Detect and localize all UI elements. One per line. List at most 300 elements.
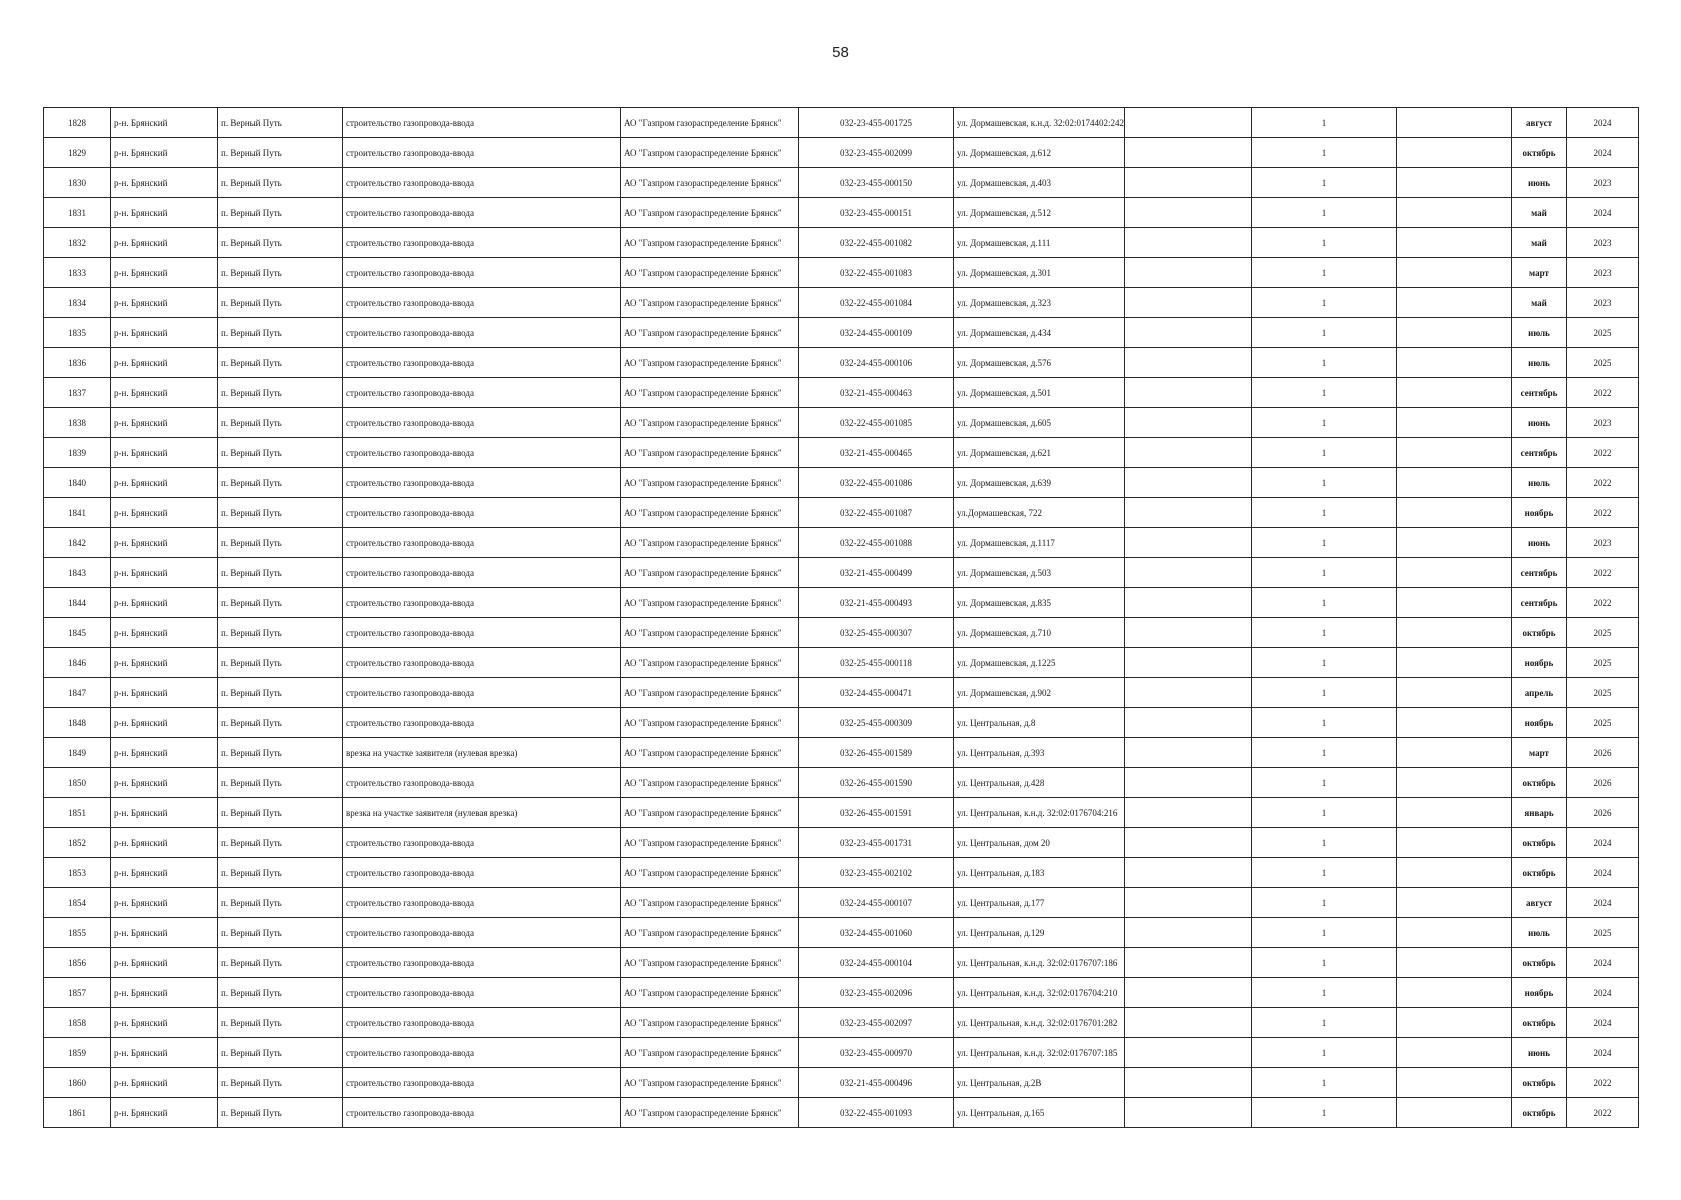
organization-cell: АО "Газпром газораспределение Брянск"	[621, 678, 799, 708]
address-cell: ул. Дормашевская, д.621	[954, 438, 1125, 468]
organization-cell: АО "Газпром газораспределение Брянск"	[621, 738, 799, 768]
district-cell: р-н. Брянский	[111, 498, 218, 528]
application-code-cell: 032-24-455-000106	[799, 348, 954, 378]
organization-cell: АО "Газпром газораспределение Брянск"	[621, 798, 799, 828]
count-cell: 1	[1252, 888, 1397, 918]
district-cell: р-н. Брянский	[111, 228, 218, 258]
organization-cell: АО "Газпром газораспределение Брянск"	[621, 168, 799, 198]
address-cell: ул. Дормашевская, д.639	[954, 468, 1125, 498]
work-type-cell: строительство газопровода-ввода	[343, 978, 621, 1008]
count-cell: 1	[1252, 138, 1397, 168]
month-cell: март	[1512, 738, 1567, 768]
row-number: 1853	[44, 858, 111, 888]
district-cell: р-н. Брянский	[111, 1098, 218, 1128]
year-cell: 2026	[1567, 798, 1639, 828]
table-row	[44, 138, 1639, 168]
count-cell: 1	[1252, 948, 1397, 978]
row-number: 1830	[44, 168, 111, 198]
application-code-cell: 032-23-455-002097	[799, 1008, 954, 1038]
district-cell: р-н. Брянский	[111, 528, 218, 558]
month-cell: октябрь	[1512, 858, 1567, 888]
address-cell: ул. Центральная, д.129	[954, 918, 1125, 948]
application-code-cell: 032-24-455-001060	[799, 918, 954, 948]
settlement-cell: п. Верный Путь	[218, 618, 343, 648]
month-cell: июль	[1512, 468, 1567, 498]
empty-cell	[1125, 918, 1252, 948]
month-cell: март	[1512, 258, 1567, 288]
settlement-cell: п. Верный Путь	[218, 108, 343, 138]
district-cell: р-н. Брянский	[111, 168, 218, 198]
count-cell: 1	[1252, 288, 1397, 318]
settlement-cell: п. Верный Путь	[218, 438, 343, 468]
page-number: 58	[832, 44, 849, 61]
empty-cell	[1125, 378, 1252, 408]
settlement-cell: п. Верный Путь	[218, 408, 343, 438]
organization-cell: АО "Газпром газораспределение Брянск"	[621, 1068, 799, 1098]
table-row	[44, 798, 1639, 828]
address-cell: ул. Дормашевская, к.н.д. 32:02:0174402:242	[954, 108, 1125, 138]
organization-cell: АО "Газпром газораспределение Брянск"	[621, 318, 799, 348]
district-cell: р-н. Брянский	[111, 438, 218, 468]
settlement-cell: п. Верный Путь	[218, 1098, 343, 1128]
empty-cell	[1397, 978, 1512, 1008]
year-cell: 2023	[1567, 408, 1639, 438]
table-row	[44, 408, 1639, 438]
organization-cell: АО "Газпром газораспределение Брянск"	[621, 498, 799, 528]
year-cell: 2025	[1567, 678, 1639, 708]
work-type-cell: строительство газопровода-ввода	[343, 468, 621, 498]
district-cell: р-н. Брянский	[111, 1038, 218, 1068]
count-cell: 1	[1252, 768, 1397, 798]
empty-cell	[1125, 618, 1252, 648]
table-row	[44, 738, 1639, 768]
organization-cell: АО "Газпром газораспределение Брянск"	[621, 108, 799, 138]
empty-cell	[1125, 168, 1252, 198]
organization-cell: АО "Газпром газораспределение Брянск"	[621, 228, 799, 258]
month-cell: сентябрь	[1512, 438, 1567, 468]
year-cell: 2024	[1567, 198, 1639, 228]
row-number: 1842	[44, 528, 111, 558]
address-cell: ул. Дормашевская, д.612	[954, 138, 1125, 168]
work-type-cell: врезка на участке заявителя (нулевая врезка)	[343, 798, 621, 828]
count-cell: 1	[1252, 918, 1397, 948]
count-cell: 1	[1252, 708, 1397, 738]
settlement-cell: п. Верный Путь	[218, 798, 343, 828]
address-cell: ул. Центральная, д.393	[954, 738, 1125, 768]
empty-cell	[1125, 858, 1252, 888]
empty-cell	[1397, 348, 1512, 378]
district-cell: р-н. Брянский	[111, 918, 218, 948]
address-cell: ул. Дормашевская, д.501	[954, 378, 1125, 408]
address-cell: ул. Центральная, д.177	[954, 888, 1125, 918]
address-cell: ул. Центральная, д.2В	[954, 1068, 1125, 1098]
empty-cell	[1125, 798, 1252, 828]
count-cell: 1	[1252, 978, 1397, 1008]
row-number: 1855	[44, 918, 111, 948]
address-cell: ул.Дормашевская, 722	[954, 498, 1125, 528]
empty-cell	[1397, 768, 1512, 798]
work-type-cell: строительство газопровода-ввода	[343, 708, 621, 738]
address-cell: ул. Дормашевская, д.512	[954, 198, 1125, 228]
address-cell: ул. Центральная, д.428	[954, 768, 1125, 798]
application-code-cell: 032-24-455-000109	[799, 318, 954, 348]
district-cell: р-н. Брянский	[111, 378, 218, 408]
empty-cell	[1397, 678, 1512, 708]
work-type-cell: строительство газопровода-ввода	[343, 648, 621, 678]
empty-cell	[1125, 558, 1252, 588]
address-cell: ул. Дормашевская, д.710	[954, 618, 1125, 648]
row-number: 1835	[44, 318, 111, 348]
table-row	[44, 1068, 1639, 1098]
settlement-cell: п. Верный Путь	[218, 468, 343, 498]
settlement-cell: п. Верный Путь	[218, 978, 343, 1008]
row-number: 1843	[44, 558, 111, 588]
month-cell: август	[1512, 888, 1567, 918]
empty-cell	[1397, 948, 1512, 978]
settlement-cell: п. Верный Путь	[218, 828, 343, 858]
year-cell: 2023	[1567, 258, 1639, 288]
empty-cell	[1125, 1038, 1252, 1068]
district-cell: р-н. Брянский	[111, 798, 218, 828]
settlement-cell: п. Верный Путь	[218, 228, 343, 258]
application-code-cell: 032-23-455-002102	[799, 858, 954, 888]
table-row	[44, 108, 1639, 138]
empty-cell	[1397, 558, 1512, 588]
table-row	[44, 528, 1639, 558]
month-cell: июнь	[1512, 408, 1567, 438]
empty-cell	[1125, 738, 1252, 768]
row-number: 1856	[44, 948, 111, 978]
work-type-cell: строительство газопровода-ввода	[343, 438, 621, 468]
empty-cell	[1397, 318, 1512, 348]
settlement-cell: п. Верный Путь	[218, 288, 343, 318]
address-cell: ул. Дормашевская, д.403	[954, 168, 1125, 198]
table-row	[44, 258, 1639, 288]
address-cell: ул. Дормашевская, д.902	[954, 678, 1125, 708]
count-cell: 1	[1252, 828, 1397, 858]
application-code-cell: 032-24-455-000107	[799, 888, 954, 918]
table-row	[44, 648, 1639, 678]
empty-cell	[1397, 1038, 1512, 1068]
work-type-cell: строительство газопровода-ввода	[343, 888, 621, 918]
empty-cell	[1125, 648, 1252, 678]
year-cell: 2026	[1567, 738, 1639, 768]
district-cell: р-н. Брянский	[111, 708, 218, 738]
table-row	[44, 438, 1639, 468]
organization-cell: АО "Газпром газораспределение Брянск"	[621, 618, 799, 648]
row-number: 1846	[44, 648, 111, 678]
count-cell: 1	[1252, 618, 1397, 648]
organization-cell: АО "Газпром газораспределение Брянск"	[621, 558, 799, 588]
month-cell: октябрь	[1512, 948, 1567, 978]
address-cell: ул. Центральная, д.8	[954, 708, 1125, 738]
count-cell: 1	[1252, 1038, 1397, 1068]
address-cell: ул. Дормашевская, д.111	[954, 228, 1125, 258]
application-code-cell: 032-26-455-001589	[799, 738, 954, 768]
year-cell: 2022	[1567, 1098, 1639, 1128]
application-code-cell: 032-21-455-000493	[799, 588, 954, 618]
empty-cell	[1125, 258, 1252, 288]
work-type-cell: строительство газопровода-ввода	[343, 558, 621, 588]
year-cell: 2022	[1567, 558, 1639, 588]
organization-cell: АО "Газпром газораспределение Брянск"	[621, 1008, 799, 1038]
empty-cell	[1397, 228, 1512, 258]
empty-cell	[1397, 468, 1512, 498]
empty-cell	[1397, 798, 1512, 828]
table-row	[44, 708, 1639, 738]
organization-cell: АО "Газпром газораспределение Брянск"	[621, 828, 799, 858]
empty-cell	[1125, 888, 1252, 918]
row-number: 1859	[44, 1038, 111, 1068]
district-cell: р-н. Брянский	[111, 348, 218, 378]
settlement-cell: п. Верный Путь	[218, 918, 343, 948]
address-cell: ул. Дормашевская, д.576	[954, 348, 1125, 378]
work-type-cell: строительство газопровода-ввода	[343, 378, 621, 408]
month-cell: сентябрь	[1512, 558, 1567, 588]
settlement-cell: п. Верный Путь	[218, 648, 343, 678]
month-cell: октябрь	[1512, 828, 1567, 858]
district-cell: р-н. Брянский	[111, 678, 218, 708]
year-cell: 2022	[1567, 498, 1639, 528]
address-cell: ул. Центральная, к.н.д. 32:02:0176701:282	[954, 1008, 1125, 1038]
work-type-cell: строительство газопровода-ввода	[343, 348, 621, 378]
district-cell: р-н. Брянский	[111, 258, 218, 288]
application-code-cell: 032-25-455-000118	[799, 648, 954, 678]
application-code-cell: 032-22-455-001086	[799, 468, 954, 498]
application-code-cell: 032-23-455-000970	[799, 1038, 954, 1068]
empty-cell	[1125, 588, 1252, 618]
month-cell: ноябрь	[1512, 648, 1567, 678]
address-cell: ул. Центральная, д.165	[954, 1098, 1125, 1128]
work-type-cell: строительство газопровода-ввода	[343, 768, 621, 798]
settlement-cell: п. Верный Путь	[218, 258, 343, 288]
row-number: 1832	[44, 228, 111, 258]
organization-cell: АО "Газпром газораспределение Брянск"	[621, 858, 799, 888]
month-cell: октябрь	[1512, 1068, 1567, 1098]
district-cell: р-н. Брянский	[111, 198, 218, 228]
settlement-cell: п. Верный Путь	[218, 558, 343, 588]
month-cell: май	[1512, 198, 1567, 228]
empty-cell	[1397, 168, 1512, 198]
count-cell: 1	[1252, 378, 1397, 408]
year-cell: 2023	[1567, 168, 1639, 198]
work-type-cell: строительство газопровода-ввода	[343, 678, 621, 708]
empty-cell	[1397, 618, 1512, 648]
year-cell: 2023	[1567, 528, 1639, 558]
empty-cell	[1397, 408, 1512, 438]
organization-cell: АО "Газпром газораспределение Брянск"	[621, 948, 799, 978]
address-cell: ул. Центральная, к.н.д. 32:02:0176707:186	[954, 948, 1125, 978]
district-cell: р-н. Брянский	[111, 1008, 218, 1038]
row-number: 1837	[44, 378, 111, 408]
table-row	[44, 498, 1639, 528]
empty-cell	[1397, 108, 1512, 138]
district-cell: р-н. Брянский	[111, 978, 218, 1008]
organization-cell: АО "Газпром газораспределение Брянск"	[621, 378, 799, 408]
work-type-cell: строительство газопровода-ввода	[343, 108, 621, 138]
row-number: 1847	[44, 678, 111, 708]
application-code-cell: 032-23-455-000150	[799, 168, 954, 198]
empty-cell	[1397, 1008, 1512, 1038]
year-cell: 2026	[1567, 768, 1639, 798]
organization-cell: АО "Газпром газораспределение Брянск"	[621, 1098, 799, 1128]
table-row	[44, 1038, 1639, 1068]
row-number: 1852	[44, 828, 111, 858]
settlement-cell: п. Верный Путь	[218, 318, 343, 348]
row-number: 1849	[44, 738, 111, 768]
month-cell: июнь	[1512, 1038, 1567, 1068]
table-row	[44, 1008, 1639, 1038]
district-cell: р-н. Брянский	[111, 888, 218, 918]
application-code-cell: 032-23-455-002096	[799, 978, 954, 1008]
month-cell: ноябрь	[1512, 498, 1567, 528]
empty-cell	[1125, 678, 1252, 708]
table-row	[44, 978, 1639, 1008]
empty-cell	[1125, 348, 1252, 378]
year-cell: 2022	[1567, 1068, 1639, 1098]
district-cell: р-н. Брянский	[111, 588, 218, 618]
settlement-cell: п. Верный Путь	[218, 588, 343, 618]
year-cell: 2023	[1567, 228, 1639, 258]
organization-cell: АО "Газпром газораспределение Брянск"	[621, 588, 799, 618]
month-cell: сентябрь	[1512, 588, 1567, 618]
year-cell: 2025	[1567, 318, 1639, 348]
table-row	[44, 168, 1639, 198]
district-cell: р-н. Брянский	[111, 618, 218, 648]
address-cell: ул. Дормашевская, д.301	[954, 258, 1125, 288]
district-cell: р-н. Брянский	[111, 1068, 218, 1098]
organization-cell: АО "Газпром газораспределение Брянск"	[621, 708, 799, 738]
count-cell: 1	[1252, 168, 1397, 198]
work-type-cell: строительство газопровода-ввода	[343, 1068, 621, 1098]
table-row	[44, 918, 1639, 948]
empty-cell	[1125, 1098, 1252, 1128]
month-cell: октябрь	[1512, 1098, 1567, 1128]
work-type-cell: строительство газопровода-ввода	[343, 288, 621, 318]
empty-cell	[1125, 288, 1252, 318]
year-cell: 2023	[1567, 288, 1639, 318]
count-cell: 1	[1252, 1068, 1397, 1098]
count-cell: 1	[1252, 1008, 1397, 1038]
settlement-cell: п. Верный Путь	[218, 1068, 343, 1098]
empty-cell	[1125, 468, 1252, 498]
row-number: 1860	[44, 1068, 111, 1098]
work-type-cell: строительство газопровода-ввода	[343, 1038, 621, 1068]
district-cell: р-н. Брянский	[111, 738, 218, 768]
organization-cell: АО "Газпром газораспределение Брянск"	[621, 768, 799, 798]
year-cell: 2024	[1567, 858, 1639, 888]
month-cell: сентябрь	[1512, 378, 1567, 408]
month-cell: июль	[1512, 318, 1567, 348]
count-cell: 1	[1252, 408, 1397, 438]
year-cell: 2022	[1567, 588, 1639, 618]
empty-cell	[1125, 948, 1252, 978]
application-code-cell: 032-22-455-001084	[799, 288, 954, 318]
year-cell: 2025	[1567, 618, 1639, 648]
month-cell: январь	[1512, 798, 1567, 828]
count-cell: 1	[1252, 258, 1397, 288]
year-cell: 2024	[1567, 1008, 1639, 1038]
table-row	[44, 588, 1639, 618]
row-number: 1841	[44, 498, 111, 528]
month-cell: июль	[1512, 348, 1567, 378]
settlement-cell: п. Верный Путь	[218, 858, 343, 888]
count-cell: 1	[1252, 798, 1397, 828]
district-cell: р-н. Брянский	[111, 768, 218, 798]
row-number: 1858	[44, 1008, 111, 1038]
organization-cell: АО "Газпром газораспределение Брянск"	[621, 438, 799, 468]
table-row	[44, 888, 1639, 918]
count-cell: 1	[1252, 738, 1397, 768]
year-cell: 2024	[1567, 948, 1639, 978]
month-cell: ноябрь	[1512, 978, 1567, 1008]
empty-cell	[1125, 438, 1252, 468]
empty-cell	[1397, 1068, 1512, 1098]
count-cell: 1	[1252, 858, 1397, 888]
count-cell: 1	[1252, 648, 1397, 678]
empty-cell	[1125, 228, 1252, 258]
application-code-cell: 032-25-455-000309	[799, 708, 954, 738]
settlement-cell: п. Верный Путь	[218, 1038, 343, 1068]
work-type-cell: строительство газопровода-ввода	[343, 528, 621, 558]
work-type-cell: строительство газопровода-ввода	[343, 858, 621, 888]
work-type-cell: врезка на участке заявителя (нулевая врезка)	[343, 738, 621, 768]
table-row	[44, 828, 1639, 858]
application-code-cell: 032-24-455-000471	[799, 678, 954, 708]
month-cell: октябрь	[1512, 618, 1567, 648]
row-number: 1829	[44, 138, 111, 168]
row-number: 1851	[44, 798, 111, 828]
address-cell: ул. Центральная, дом 20	[954, 828, 1125, 858]
table-row	[44, 318, 1639, 348]
work-type-cell: строительство газопровода-ввода	[343, 258, 621, 288]
empty-cell	[1125, 768, 1252, 798]
month-cell: июнь	[1512, 168, 1567, 198]
organization-cell: АО "Газпром газораспределение Брянск"	[621, 138, 799, 168]
organization-cell: АО "Газпром газораспределение Брянск"	[621, 978, 799, 1008]
table-row	[44, 948, 1639, 978]
row-number: 1844	[44, 588, 111, 618]
settlement-cell: п. Верный Путь	[218, 708, 343, 738]
district-cell: р-н. Брянский	[111, 558, 218, 588]
work-type-cell: строительство газопровода-ввода	[343, 138, 621, 168]
count-cell: 1	[1252, 498, 1397, 528]
work-type-cell: строительство газопровода-ввода	[343, 588, 621, 618]
row-number: 1831	[44, 198, 111, 228]
application-code-cell: 032-22-455-001087	[799, 498, 954, 528]
empty-cell	[1125, 528, 1252, 558]
count-cell: 1	[1252, 558, 1397, 588]
year-cell: 2022	[1567, 438, 1639, 468]
year-cell: 2025	[1567, 648, 1639, 678]
month-cell: апрель	[1512, 678, 1567, 708]
district-cell: р-н. Брянский	[111, 648, 218, 678]
district-cell: р-н. Брянский	[111, 108, 218, 138]
count-cell: 1	[1252, 588, 1397, 618]
settlement-cell: п. Верный Путь	[218, 348, 343, 378]
address-cell: ул. Дормашевская, д.434	[954, 318, 1125, 348]
settlement-cell: п. Верный Путь	[218, 528, 343, 558]
work-type-cell: строительство газопровода-ввода	[343, 828, 621, 858]
year-cell: 2022	[1567, 378, 1639, 408]
application-code-cell: 032-23-455-001725	[799, 108, 954, 138]
empty-cell	[1125, 828, 1252, 858]
empty-cell	[1125, 108, 1252, 138]
count-cell: 1	[1252, 468, 1397, 498]
district-cell: р-н. Брянский	[111, 948, 218, 978]
year-cell: 2024	[1567, 108, 1639, 138]
month-cell: июль	[1512, 918, 1567, 948]
